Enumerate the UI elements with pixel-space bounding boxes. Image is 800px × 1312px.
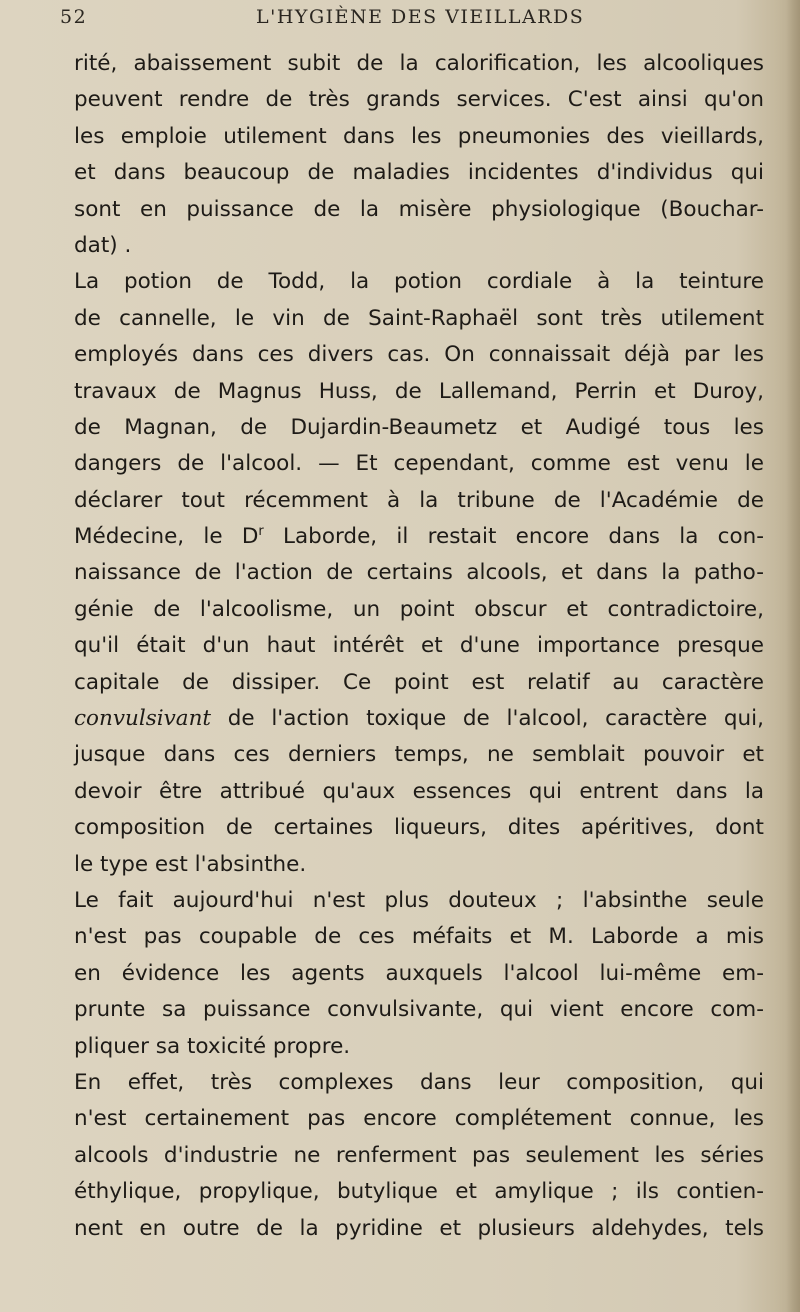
text-line: génie de l'alcoolisme, un point obscur et contradictoire, <box>74 596 764 622</box>
superscript: r <box>258 523 264 539</box>
text-line: de Magnan, de Dujardin-Beaumetz et Audigé tous les <box>74 414 764 440</box>
italic-term: convulsivant <box>74 706 212 732</box>
text-line: de cannelle, le vin de Saint-Raphaël sont très utilement <box>74 305 764 331</box>
text-line: devoir être attribué qu'aux essences qui entrent dans la <box>74 778 764 804</box>
text-line: employés dans ces divers cas. On connaissait déjà par les <box>74 342 764 368</box>
text-line: déclarer tout récemment à la tribune de l'Académie de <box>74 487 764 513</box>
running-title: L'HYGIÈNE DES VIEILLARDS <box>256 6 585 28</box>
text-line: éthylique, propylique, butylique et amylique ; ils contien- <box>74 1179 764 1205</box>
text-line: qu'il était d'un haut intérêt et d'une importance presque <box>74 633 764 659</box>
text-line: nent en outre de la pyridine et plusieurs aldehydes, tels <box>74 1215 764 1241</box>
line-segment: de l'action toxique de l'alcool, caractère qui, <box>211 706 764 732</box>
page-number: 52 <box>60 6 88 28</box>
text-line <box>74 701 764 737</box>
text-line: rité, abaissement subit de la calorification, les alcooliques <box>74 51 764 76</box>
line-segment: Laborde, il restait encore dans la con- <box>263 524 764 550</box>
page-header <box>60 6 760 30</box>
text-line: dat) . <box>74 232 132 258</box>
text-line: n'est certainement pas encore complétement connue, les <box>74 1106 764 1132</box>
paragraph-start-line: En effet, très complexes dans leur composition, qui <box>74 1069 764 1095</box>
text-line: alcools d'industrie ne renferment pas seulement les séries <box>74 1142 764 1168</box>
text-line: travaux de Magnus Huss, de Lallemand, Perrin et Duroy, <box>74 378 764 404</box>
text-line: dangers de l'alcool. — Et cependant, comme est venu le <box>74 451 764 477</box>
text-line: jusque dans ces derniers temps, ne semblait pouvoir et <box>74 742 764 768</box>
text-line: les emploie utilement dans les pneumonies des vieillards, <box>74 123 764 149</box>
text-line: capitale de dissiper. Ce point est relatif au caractère <box>74 669 764 695</box>
text-line: pliquer sa toxicité propre. <box>74 1033 351 1059</box>
text-line: sont en puissance de la misère physiologique (Bouchar- <box>74 196 764 222</box>
text-line: le type est l'absinthe. <box>74 851 307 877</box>
text-line <box>74 519 764 555</box>
text-line: naissance de l'action de certains alcools, et dans la patho- <box>74 560 764 586</box>
text-line: composition de certaines liqueurs, dites apéritives, dont <box>74 815 764 841</box>
paragraph-start-line: Le fait aujourd'hui n'est plus douteux ; l'absinthe seule <box>74 887 764 913</box>
text-line: prunte sa puissance convulsivante, qui vient encore com- <box>74 997 764 1023</box>
paragraph-start-line: La potion de Todd, la potion cordiale à la teinture <box>74 269 764 295</box>
text-line: en évidence les agents auxquels l'alcool lui-même em- <box>74 960 764 986</box>
text-line: et dans beaucoup de maladies incidentes d'individus qui <box>74 160 764 186</box>
text-line: peuvent rendre de très grands services. C'est ainsi qu'on <box>74 87 764 113</box>
body-text <box>74 46 764 1247</box>
line-segment: Médecine, le D <box>74 524 259 550</box>
text-line: n'est pas coupable de ces méfaits et M. Laborde a mis <box>74 924 764 950</box>
page-edge-shadow <box>786 0 800 1312</box>
